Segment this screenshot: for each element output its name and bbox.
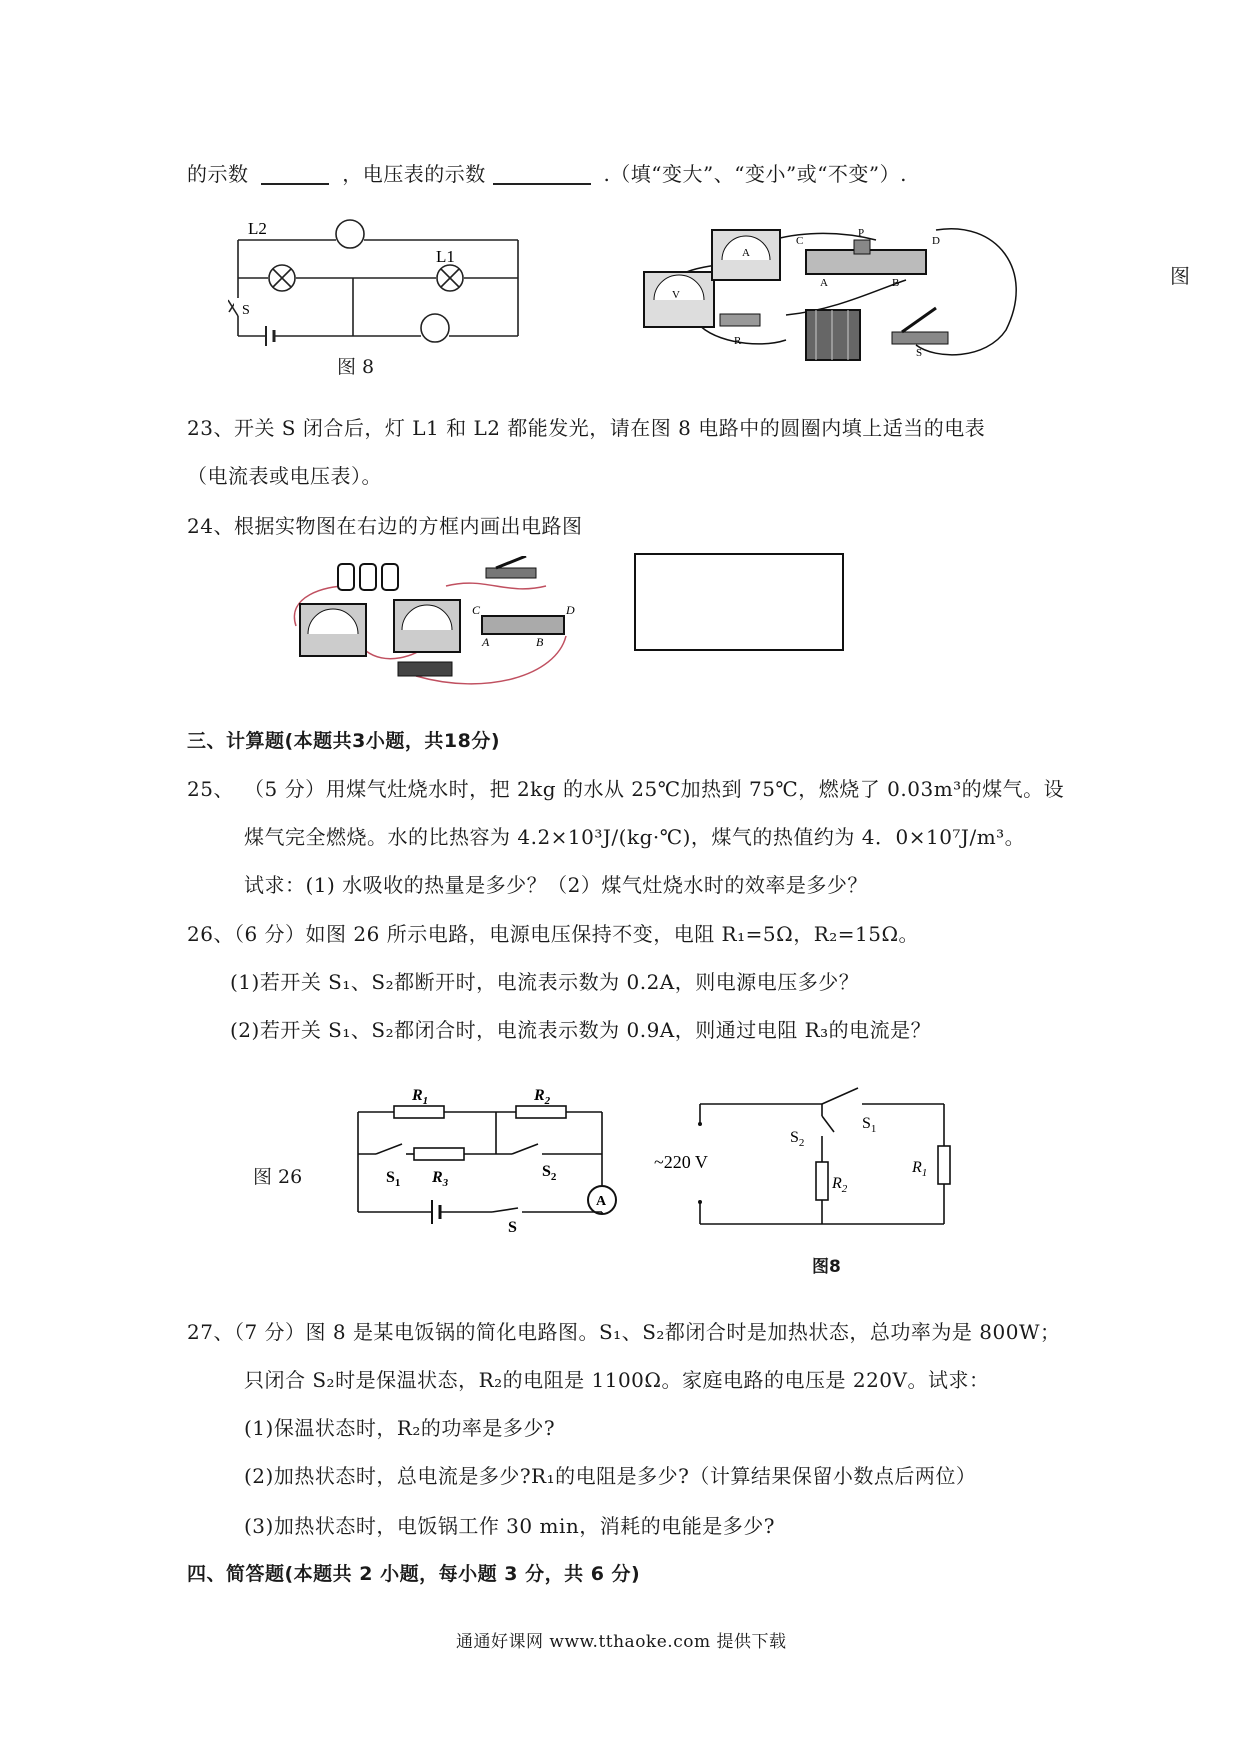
answer-blank-1[interactable]: [261, 163, 329, 185]
fig26-ammeter: A: [596, 1194, 607, 1209]
source-label: ~220 V: [654, 1152, 708, 1172]
rc-s1-sub: 1: [870, 1123, 877, 1135]
fig26-r2-sub: 2: [544, 1095, 551, 1107]
svg-text:R2: [533, 1087, 551, 1107]
svg-text:A: A: [482, 635, 490, 649]
rc-s2: S: [790, 1129, 799, 1146]
svg-text:S1: [862, 1115, 876, 1135]
label-l1: L1: [436, 247, 455, 266]
fig26-r3-sub: 3: [442, 1177, 449, 1189]
svg-text:R1: [411, 1087, 428, 1107]
rc-s1: S: [862, 1115, 871, 1132]
rheostat-d-label: D: [932, 235, 940, 247]
svg-text:R3: [431, 1169, 449, 1189]
q23-line2: （电流表或电压表）。: [187, 464, 382, 488]
rc-r2: R: [832, 1175, 842, 1192]
svg-text:S2: [790, 1129, 804, 1149]
label-s: S: [242, 303, 250, 318]
q26-line2: (1)若开关 S₁、S₂都断开时，电流表示数为 0.2A，则电源电压多少？: [230, 970, 860, 994]
rheostat-a-label: A: [820, 277, 828, 289]
fig-margin-marker: 图: [1170, 264, 1191, 288]
svg-text:R2: [831, 1175, 848, 1195]
q27-line3: (1)保温状态时，R₂的功率是多少?: [244, 1416, 556, 1440]
q22-continuation-line: [187, 160, 907, 188]
q26-line3: (2)若开关 S₁、S₂都闭合时，电流表示数为 0.9A，则通过电阻 R₃的电流是？: [230, 1018, 932, 1042]
svg-text:B: B: [536, 635, 544, 649]
q27-line4: (2)加热状态时，总电流是多少?R₁的电阻是多少?（计算结果保留小数点后两位）: [244, 1464, 977, 1488]
physical-circuit-photo-1: [636, 220, 1036, 370]
q25-number: 25、: [187, 777, 234, 801]
page-footer: 通通好课网 www.tthaoke.com 提供下载: [456, 1632, 787, 1652]
fig8-right-caption: 图8: [812, 1257, 841, 1277]
resistor-r-label: R: [734, 335, 742, 347]
q27-line5: (3)加热状态时，电饭锅工作 30 min，消耗的电能是多少?: [244, 1514, 775, 1538]
svg-text:R1: [911, 1159, 927, 1179]
q23-line1: 23、开关 S 闭合后，灯 L1 和 L2 都能发光，请在图 8 电路中的圆圈内填上适当的电表: [187, 416, 986, 440]
section-3-heading: 三、计算题(本题共3小题，共18分): [187, 730, 501, 752]
label-l2: L2: [248, 219, 267, 238]
rheostat-p-label: P: [858, 227, 865, 239]
fig8-caption: 图 8: [337, 356, 375, 378]
voltmeter-label: V: [672, 289, 680, 301]
fig26-r1-sub: 1: [422, 1095, 429, 1107]
fig26-r1: R: [412, 1087, 423, 1104]
rc-r1: R: [912, 1159, 922, 1176]
meter-circle-top: [336, 220, 364, 248]
q25-line2: 煤气完全燃烧。水的比热容为 4.2×10³J/(kg·℃)，煤气的热值约为 4．0×10⁷J/m³。: [244, 825, 1026, 849]
fig26-s2: S: [542, 1163, 551, 1180]
svg-text:S1: [386, 1169, 400, 1189]
rheostat-c-label: C: [796, 235, 804, 247]
fig8-rice-cooker-circuit: [654, 1082, 974, 1232]
q24-line1: 24、根据实物图在右边的方框内画出电路图: [187, 514, 583, 538]
q25-line1: （5 分）用煤气灶烧水时，把 2kg 的水从 25℃加热到 75℃，燃烧了 0.03m³的煤气。设: [244, 777, 1065, 801]
fig26-s: S: [508, 1219, 517, 1234]
svg-text:C: C: [472, 603, 481, 617]
svg-text:S2: [542, 1163, 557, 1183]
rheostat-b-label: B: [892, 277, 900, 289]
svg-text:D: D: [566, 603, 575, 617]
q22-text-part2: ，电压表的示数: [342, 162, 486, 186]
ammeter-label: A: [742, 247, 750, 259]
switch-s-label: S: [916, 347, 923, 359]
answer-drawing-box[interactable]: [634, 553, 844, 651]
answer-blank-2[interactable]: [493, 163, 591, 185]
fig8-circuit-diagram: [228, 218, 528, 346]
rc-r1-sub: 1: [921, 1167, 928, 1179]
q27-line2: 只闭合 S₂时是保温状态，R₂的电阻是 1100Ω。家庭电路的电压是 220V。试求：: [244, 1368, 990, 1392]
q25-line3: 试求：(1) 水吸收的热量是多少？（2）煤气灶烧水时的效率是多少？: [244, 873, 868, 897]
fig26-circuit-diagram: [352, 1084, 632, 1234]
q27-line1: 27、（7 分）图 8 是某电饭锅的简化电路图。S₁、S₂都闭合时是加热状态，总功率为是 800W；: [187, 1320, 1061, 1344]
fig26-r2: R: [534, 1087, 545, 1104]
q26-line1: 26、（6 分）如图 26 所示电路，电源电压保持不变，电阻 R₁=5Ω，R₂=15Ω。: [187, 922, 920, 946]
fig26-s1-sub: 1: [394, 1177, 401, 1189]
physical-circuit-photo-2: [286, 556, 578, 686]
fig26-r3: R: [432, 1169, 443, 1186]
fig26-s1: S: [386, 1169, 395, 1186]
q22-text-part1: 的示数: [187, 162, 249, 186]
rc-r2-sub: 2: [841, 1183, 848, 1195]
fig26-caption: 图 26: [253, 1166, 303, 1188]
section-4-heading: 四、简答题(本题共 2 小题，每小题 3 分，共 6 分): [187, 1563, 641, 1585]
fig26-s2-sub: 2: [550, 1171, 557, 1183]
q22-text-part3: .（填“变大”、“变小”或“不变”）.: [603, 162, 907, 186]
rc-s2-sub: 2: [798, 1137, 805, 1149]
meter-circle-bottom: [421, 314, 449, 342]
